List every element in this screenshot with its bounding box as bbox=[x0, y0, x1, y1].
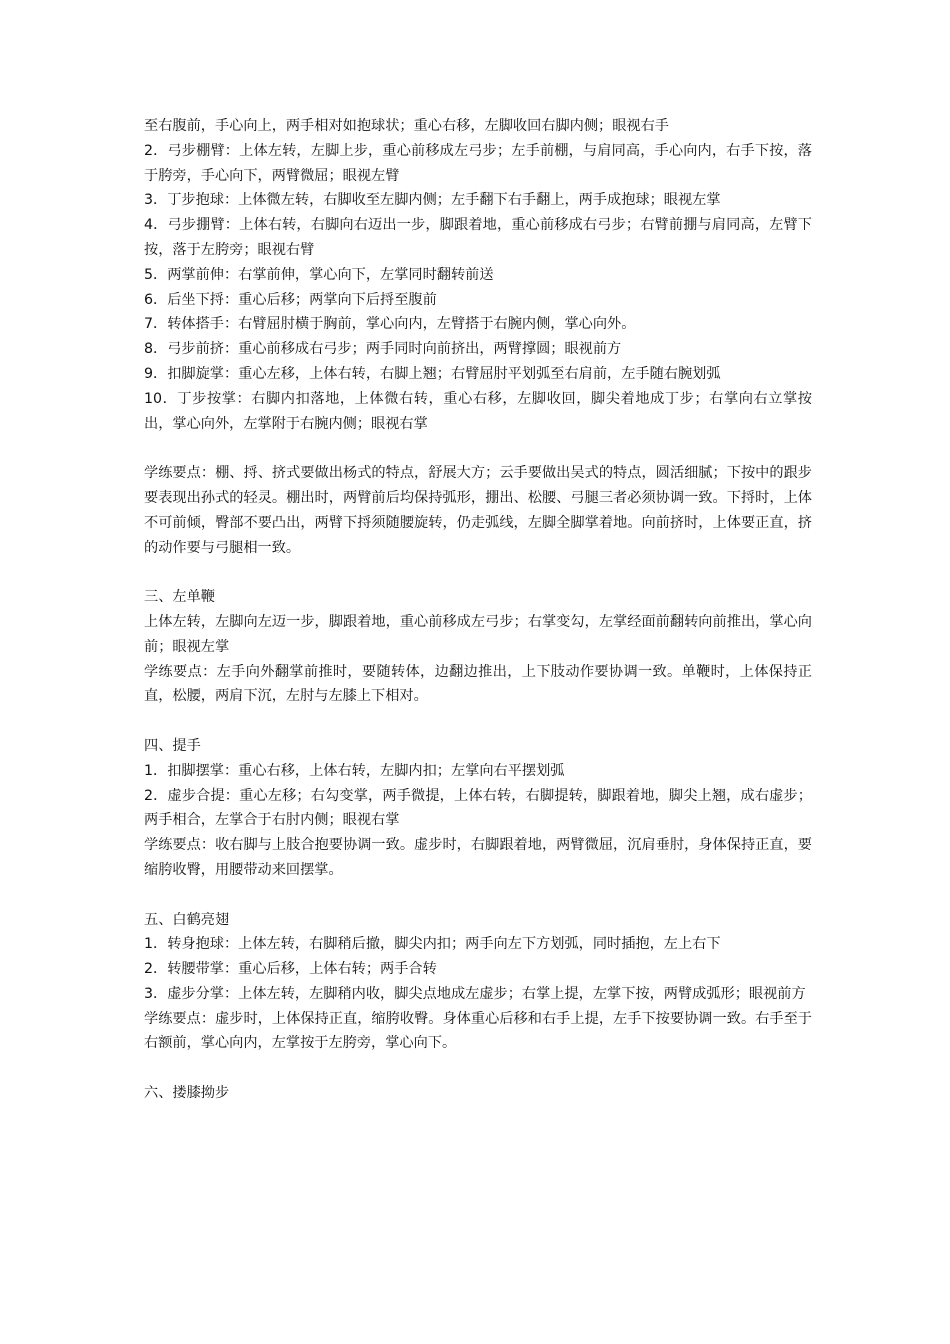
paragraph: 1．扣脚摆掌：重心右移，上体右转，左脚内扣；左掌向右平摆划弧 bbox=[144, 762, 565, 779]
paragraph: 2．虚步合提：重心左移；右勾变掌，两手微提，上体右转，右脚提转，脚跟着地，脚尖上翘，成右虚步；两手相合，左掌合于右肘内侧；眼视右掌 bbox=[144, 787, 812, 829]
key-points-paragraph: 学练要点：左手向外翻掌前推时，要随转体，边翻边推出，上下肢动作要协调一致。单鞭时，上体保持正直，松腰，两肩下沉，左肘与左膝上下相对。 bbox=[144, 663, 812, 705]
paragraph: 上体左转，左脚向左迈一步，脚跟着地，重心前移成左弓步；右掌变勾，左掌经面前翻转向前推出，掌心向前；眼视左掌 bbox=[144, 613, 812, 655]
key-points-paragraph: 学练要点：收右脚与上肢合抱要协调一致。虚步时，右脚跟着地，两臂微屈，沉肩垂肘，身体保持正直，要缩胯收臀，用腰带动来回摆掌。 bbox=[144, 837, 812, 878]
paragraph: 2．转腰带掌：重心后移，上体右转；两手合转 bbox=[144, 961, 437, 978]
paragraph: 9．扣脚旋掌：重心左移，上体右转，右脚上翘；右臂屈肘平划弧至右肩前，左手随右腕划弧 bbox=[144, 365, 721, 382]
section-heading: 四、提手 bbox=[144, 737, 201, 754]
blank-line bbox=[144, 1056, 812, 1081]
paragraph: 3．丁步抱球：上体微左转，右脚收至左脚内侧；左手翻下右手翻上，两手成抱球；眼视左掌 bbox=[144, 192, 721, 209]
document-body bbox=[144, 114, 812, 1106]
paragraph: 3．虚步分掌：上体左转，左脚稍内收，脚尖点地成左虚步；右掌上提，左掌下按，两臂成弧形；眼视前方 bbox=[144, 985, 806, 1002]
blank-line bbox=[144, 709, 812, 734]
paragraph: 至右腹前，手心向上，两手相对如抱球状；重心右移，左脚收回右脚内侧；眼视右手 bbox=[144, 118, 669, 134]
blank-line bbox=[144, 560, 812, 585]
section-heading: 六、搂膝拗步 bbox=[144, 1085, 230, 1102]
section-heading: 三、左单鞭 bbox=[144, 589, 215, 606]
paragraph: 5．两掌前伸：右掌前伸，掌心向下，左掌同时翻转前送 bbox=[144, 266, 494, 283]
blank-line bbox=[144, 883, 812, 908]
key-points-paragraph: 学练要点：虚步时，上体保持正直，缩胯收臀。身体重心后移和右手上提，左手下按要协调一致。右手至于右额前，掌心向内，左掌按于左胯旁，掌心向下。 bbox=[144, 1010, 812, 1052]
paragraph: 2．弓步棚臂：上体左转，左脚上步，重心前移成左弓步；左手前棚，与肩同高，手心向内，右手下按，落于胯旁，手心向下，两臂微屈；眼视左臂 bbox=[144, 142, 812, 184]
paragraph: 7．转体搭手：右臂屈肘横于胸前，掌心向内，左臂搭于右腕内侧，掌心向外。 bbox=[144, 316, 636, 333]
paragraph: 8．弓步前挤：重心前移成右弓步；两手同时向前挤出，两臂撑圆；眼视前方 bbox=[144, 341, 622, 358]
paragraph: 10．丁步按掌：右脚内扣落地，上体微右转，重心右移，左脚收回，脚尖着地成丁步；右掌向右立掌按出，掌心向外，左掌附于右腕内侧；眼视右掌 bbox=[144, 390, 812, 432]
paragraph: 4．弓步掤臂：上体右转，右脚向右迈出一步，脚跟着地，重心前移成右弓步；右臂前掤与肩同高，左臂下按，落于左胯旁；眼视右臂 bbox=[144, 217, 812, 258]
paragraph: 1．转身抱球：上体左转，右脚稍后撤，脚尖内扣；两手向左下方划弧，同时插抱，左上右下 bbox=[144, 936, 721, 953]
blank-line bbox=[144, 436, 812, 461]
paragraph: 6．后坐下捋：重心后移；两掌向下后捋至腹前 bbox=[144, 291, 437, 308]
section-heading: 五、白鹤亮翅 bbox=[144, 911, 230, 928]
key-points-paragraph: 学练要点：棚、捋、挤式要做出杨式的特点，舒展大方；云手要做出吴式的特点，圆活细腻；下按中的跟步要表现出孙式的轻灵。棚出时，两臂前后均保持弧形，掤出、松腰、弓腿三者必须协调一致。下捋时，上体不可前倾，臀部不要凸出，两臂下捋须随腰旋转，仍走弧线，左脚全脚掌着地。向前挤时，上体要正直，挤的动作要与弓腿相一致。 bbox=[144, 465, 812, 556]
